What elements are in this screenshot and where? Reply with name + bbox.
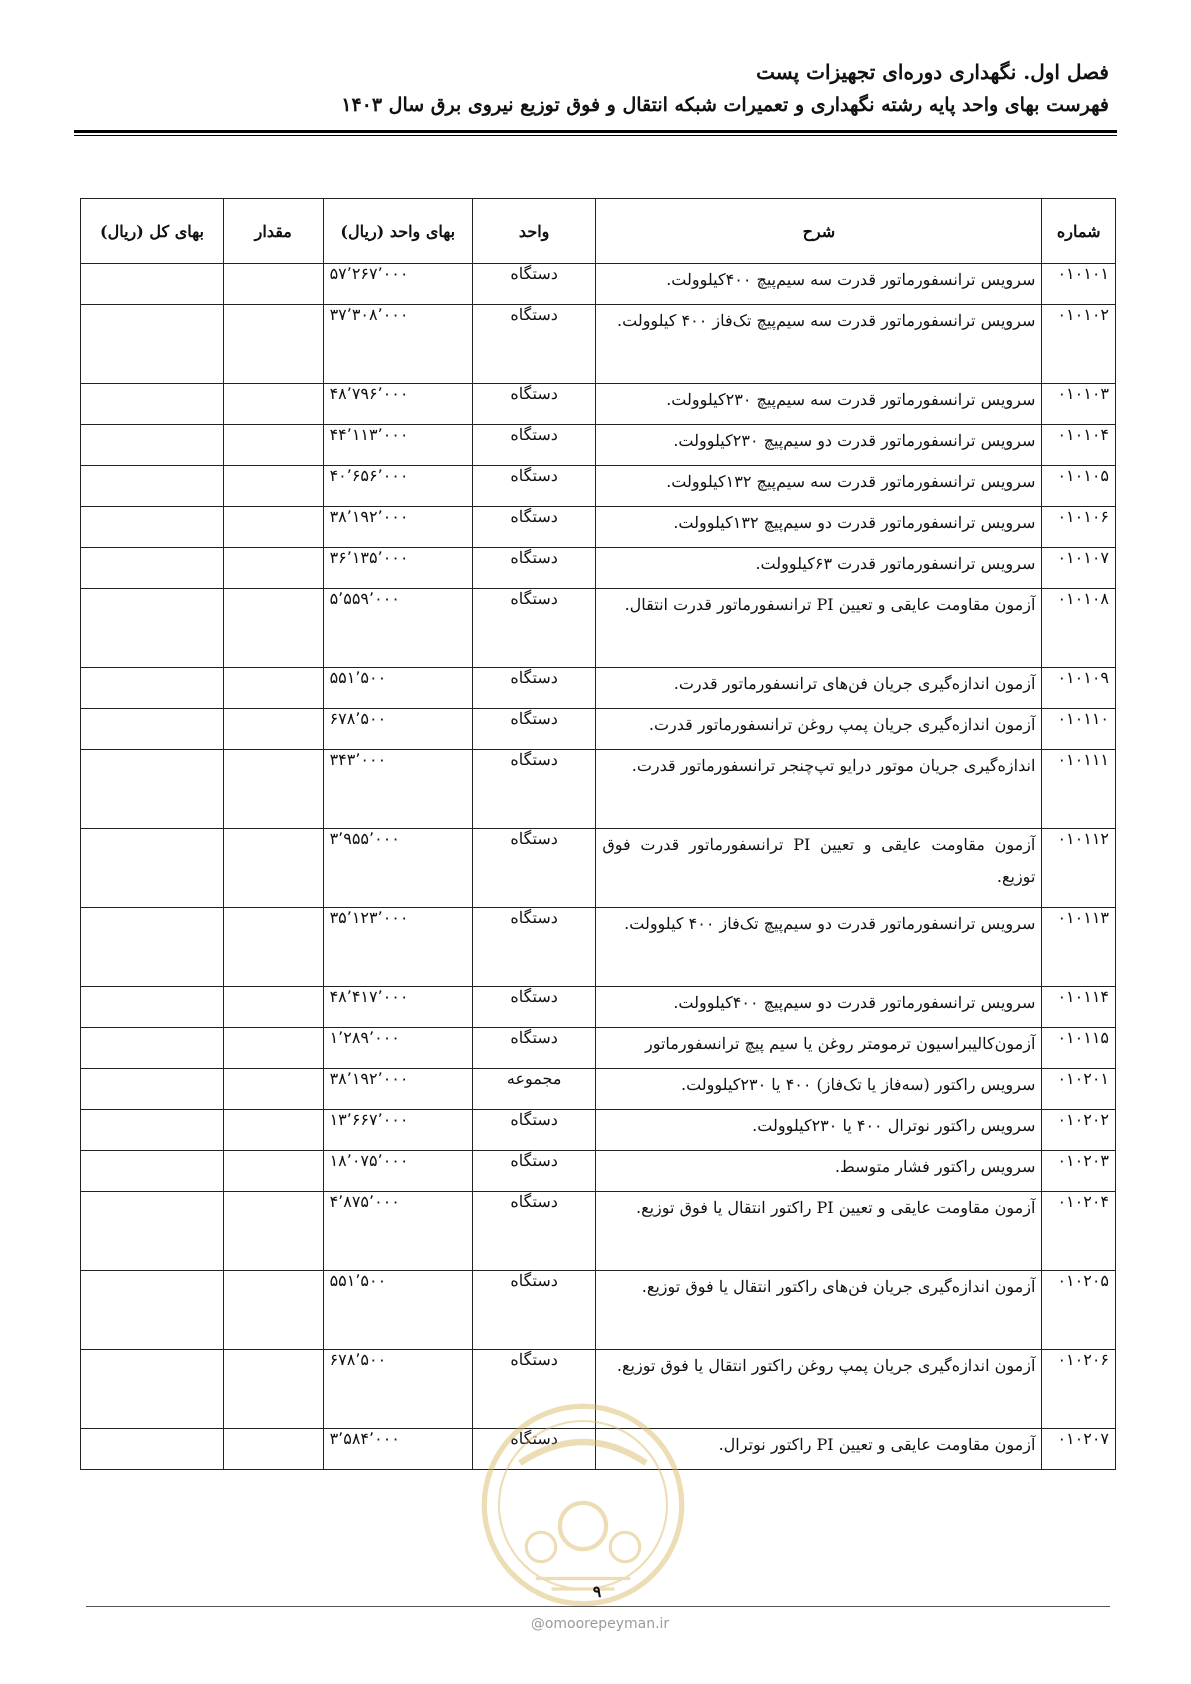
row-code: ۰۱۰۲۰۴ — [1042, 1192, 1116, 1271]
table-row — [81, 1429, 1116, 1470]
row-unit: دستگاه — [472, 384, 595, 425]
table-row — [81, 507, 1116, 548]
row-unit: دستگاه — [472, 1192, 595, 1271]
row-description: آزمون مقاومت عایقی و تعیین PI ترانسفورماتور قدرت فوق توزیع. — [596, 829, 1042, 908]
header-total-price: بهای کل (ریال) — [81, 199, 224, 264]
table-row — [81, 264, 1116, 305]
row-total-price — [81, 987, 224, 1028]
row-description: سرویس راکتور نوترال ۴۰۰ یا ۲۳۰کیلوولت. — [596, 1110, 1042, 1151]
row-description: سرویس راکتور فشار متوسط. — [596, 1151, 1042, 1192]
row-unit-price: ۳٬۹۵۵٬۰۰۰ — [323, 829, 472, 908]
row-unit: دستگاه — [472, 466, 595, 507]
header-unit-price: بهای واحد (ریال) — [323, 199, 472, 264]
row-description: آزمون اندازه‌گیری جریان پمپ روغن ترانسفورماتور قدرت. — [596, 709, 1042, 750]
row-unit-price: ۳٬۵۸۴٬۰۰۰ — [323, 1429, 472, 1470]
row-unit-price: ۱۳٬۶۶۷٬۰۰۰ — [323, 1110, 472, 1151]
row-quantity — [223, 1271, 323, 1350]
table-row — [81, 589, 1116, 668]
row-total-price — [81, 425, 224, 466]
row-unit: دستگاه — [472, 1028, 595, 1069]
row-unit: دستگاه — [472, 1110, 595, 1151]
table-row — [81, 668, 1116, 709]
row-description: سرویس ترانسفورماتور قدرت سه سیم‌پیچ ۴۰۰کیلوولت. — [596, 264, 1042, 305]
row-unit: دستگاه — [472, 1429, 595, 1470]
row-code: ۰۱۰۲۰۶ — [1042, 1350, 1116, 1429]
row-unit-price: ۱۸٬۰۷۵٬۰۰۰ — [323, 1151, 472, 1192]
row-description: سرویس ترانسفورماتور قدرت سه سیم‌پیچ ۲۳۰کیلوولت. — [596, 384, 1042, 425]
header-unit: واحد — [472, 199, 595, 264]
row-code: ۰۱۰۲۰۷ — [1042, 1429, 1116, 1470]
row-total-price — [81, 1350, 224, 1429]
row-unit-price: ۳۴۳٬۰۰۰ — [323, 750, 472, 829]
row-unit: دستگاه — [472, 507, 595, 548]
row-total-price — [81, 668, 224, 709]
row-total-price — [81, 548, 224, 589]
row-quantity — [223, 1350, 323, 1429]
row-unit: دستگاه — [472, 829, 595, 908]
row-unit: دستگاه — [472, 987, 595, 1028]
row-description: آزمون اندازه‌گیری جریان فن‌های ترانسفورماتور قدرت. — [596, 668, 1042, 709]
row-unit-price: ۶۷۸٬۵۰۰ — [323, 709, 472, 750]
header-rule-thin — [74, 135, 1117, 136]
row-unit: دستگاه — [472, 305, 595, 384]
table-row — [81, 829, 1116, 908]
row-description: سرویس ترانسفورماتور قدرت دو سیم‌پیچ ۴۰۰کیلوولت. — [596, 987, 1042, 1028]
row-quantity — [223, 264, 323, 305]
row-code: ۰۱۰۱۰۷ — [1042, 548, 1116, 589]
row-description: سرویس ترانسفورماتور قدرت دو سیم‌پیچ ۲۳۰کیلوولت. — [596, 425, 1042, 466]
header-quantity: مقدار — [223, 199, 323, 264]
row-total-price — [81, 750, 224, 829]
table-row — [81, 1350, 1116, 1429]
row-quantity — [223, 750, 323, 829]
row-quantity — [223, 305, 323, 384]
row-unit-price: ۴۸٬۷۹۶٬۰۰۰ — [323, 384, 472, 425]
row-code: ۰۱۰۱۰۱ — [1042, 264, 1116, 305]
row-code: ۰۱۰۱۱۰ — [1042, 709, 1116, 750]
header-description: شرح — [596, 199, 1042, 264]
row-unit: دستگاه — [472, 1151, 595, 1192]
row-quantity — [223, 709, 323, 750]
row-total-price — [81, 1271, 224, 1350]
row-description: سرویس ترانسفورماتور قدرت سه سیم‌پیچ تک‌فاز ۴۰۰ کیلوولت. — [596, 305, 1042, 384]
row-quantity — [223, 1151, 323, 1192]
row-unit: دستگاه — [472, 750, 595, 829]
row-description: سرویس راکتور (سه‌فاز یا تک‌فاز) ۴۰۰ یا ۲۳۰کیلوولت. — [596, 1069, 1042, 1110]
row-description: آزمون اندازه‌گیری جریان پمپ روغن راکتور انتقال یا فوق توزیع. — [596, 1350, 1042, 1429]
table-row — [81, 750, 1116, 829]
header-code: شماره — [1042, 199, 1116, 264]
table-row — [81, 384, 1116, 425]
row-code: ۰۱۰۲۰۵ — [1042, 1271, 1116, 1350]
table-row — [81, 1192, 1116, 1271]
row-total-price — [81, 1192, 224, 1271]
table-row — [81, 1028, 1116, 1069]
row-unit: دستگاه — [472, 548, 595, 589]
row-code: ۰۱۰۱۱۵ — [1042, 1028, 1116, 1069]
row-code: ۰۱۰۱۰۸ — [1042, 589, 1116, 668]
price-list-table — [80, 198, 1116, 1470]
table-row — [81, 1069, 1116, 1110]
row-description: اندازه‌گیری جریان موتور درایو تپ‌چنجر ترانسفورماتور قدرت. — [596, 750, 1042, 829]
row-total-price — [81, 589, 224, 668]
row-code: ۰۱۰۱۰۹ — [1042, 668, 1116, 709]
row-code: ۰۱۰۱۰۳ — [1042, 384, 1116, 425]
row-total-price — [81, 908, 224, 987]
row-code: ۰۱۰۲۰۲ — [1042, 1110, 1116, 1151]
row-quantity — [223, 1069, 323, 1110]
row-quantity — [223, 1192, 323, 1271]
chapter-title: فصل اول. نگهداری دوره‌ای تجهیزات پست — [756, 60, 1109, 84]
row-quantity — [223, 466, 323, 507]
row-quantity — [223, 507, 323, 548]
table-row — [81, 425, 1116, 466]
header-rule-thick — [74, 130, 1117, 133]
row-total-price — [81, 1028, 224, 1069]
table-row — [81, 709, 1116, 750]
row-total-price — [81, 1429, 224, 1470]
page-number: ۹ — [592, 1582, 602, 1601]
row-unit: دستگاه — [472, 1350, 595, 1429]
row-unit: دستگاه — [472, 589, 595, 668]
row-unit-price: ۴٬۸۷۵٬۰۰۰ — [323, 1192, 472, 1271]
table-row — [81, 987, 1116, 1028]
row-unit-price: ۵۵۱٬۵۰۰ — [323, 1271, 472, 1350]
row-quantity — [223, 668, 323, 709]
row-quantity — [223, 425, 323, 466]
row-total-price — [81, 1151, 224, 1192]
row-description: آزمون‌کالیبراسیون ترمومتر روغن یا سیم پیچ ترانسفورماتور — [596, 1028, 1042, 1069]
page-header — [74, 58, 1109, 120]
row-unit-price: ۳۷٬۳۰۸٬۰۰۰ — [323, 305, 472, 384]
website-watermark: @omoorepeyman.ir — [530, 1616, 670, 1632]
row-quantity — [223, 829, 323, 908]
row-unit-price: ۴۸٬۴۱۷٬۰۰۰ — [323, 987, 472, 1028]
row-code: ۰۱۰۱۰۴ — [1042, 425, 1116, 466]
row-quantity — [223, 1429, 323, 1470]
row-quantity — [223, 1028, 323, 1069]
row-total-price — [81, 1069, 224, 1110]
row-quantity — [223, 548, 323, 589]
row-total-price — [81, 829, 224, 908]
row-description: آزمون اندازه‌گیری جریان فن‌های راکتور انتقال یا فوق توزیع. — [596, 1271, 1042, 1350]
row-unit-price: ۵٬۵۵۹٬۰۰۰ — [323, 589, 472, 668]
row-description: سرویس ترانسفورماتور قدرت ۶۳کیلوولت. — [596, 548, 1042, 589]
row-total-price — [81, 305, 224, 384]
row-total-price — [81, 507, 224, 548]
table-row — [81, 1271, 1116, 1350]
row-total-price — [81, 709, 224, 750]
row-total-price — [81, 1110, 224, 1151]
row-description: سرویس ترانسفورماتور قدرت دو سیم‌پیچ تک‌فاز ۴۰۰ کیلوولت. — [596, 908, 1042, 987]
row-code: ۰۱۰۱۱۳ — [1042, 908, 1116, 987]
row-description: آزمون مقاومت عایقی و تعیین PI ترانسفورماتور قدرت انتقال. — [596, 589, 1042, 668]
row-quantity — [223, 987, 323, 1028]
row-code: ۰۱۰۱۰۶ — [1042, 507, 1116, 548]
row-quantity — [223, 384, 323, 425]
row-code: ۰۱۰۱۱۲ — [1042, 829, 1116, 908]
row-quantity — [223, 589, 323, 668]
row-unit-price: ۳۵٬۱۲۳٬۰۰۰ — [323, 908, 472, 987]
row-total-price — [81, 466, 224, 507]
row-description: آزمون مقاومت عایقی و تعیین PI راکتور انتقال یا فوق توزیع. — [596, 1192, 1042, 1271]
row-unit-price: ۳۸٬۱۹۲٬۰۰۰ — [323, 1069, 472, 1110]
row-description: سرویس ترانسفورماتور قدرت دو سیم‌پیچ ۱۳۲کیلوولت. — [596, 507, 1042, 548]
row-quantity — [223, 1110, 323, 1151]
row-unit-price: ۴۰٬۶۵۶٬۰۰۰ — [323, 466, 472, 507]
table-row — [81, 1110, 1116, 1151]
row-unit-price: ۵۷٬۲۶۷٬۰۰۰ — [323, 264, 472, 305]
row-code: ۰۱۰۲۰۳ — [1042, 1151, 1116, 1192]
table-row — [81, 1151, 1116, 1192]
table-row — [81, 548, 1116, 589]
row-total-price — [81, 264, 224, 305]
row-total-price — [81, 384, 224, 425]
row-code: ۰۱۰۱۱۴ — [1042, 987, 1116, 1028]
row-description: آزمون مقاومت عایقی و تعیین PI راکتور نوترال. — [596, 1429, 1042, 1470]
table-row — [81, 908, 1116, 987]
row-unit-price: ۳۸٬۱۹۲٬۰۰۰ — [323, 507, 472, 548]
row-unit: دستگاه — [472, 908, 595, 987]
row-unit: دستگاه — [472, 425, 595, 466]
row-code: ۰۱۰۱۰۲ — [1042, 305, 1116, 384]
table-header-row — [81, 199, 1116, 264]
row-unit-price: ۵۵۱٬۵۰۰ — [323, 668, 472, 709]
row-unit-price: ۴۴٬۱۱۳٬۰۰۰ — [323, 425, 472, 466]
document-title: فهرست بهای واحد پایه رشته نگهداری و تعمیرات شبکه انتقال و فوق توزیع نیروی برق سال ۱۴۰۳ — [341, 94, 1109, 116]
row-unit-price: ۳۶٬۱۳۵٬۰۰۰ — [323, 548, 472, 589]
row-unit: دستگاه — [472, 668, 595, 709]
row-unit: دستگاه — [472, 709, 595, 750]
table-row — [81, 466, 1116, 507]
row-unit-price: ۶۷۸٬۵۰۰ — [323, 1350, 472, 1429]
row-code: ۰۱۰۱۰۵ — [1042, 466, 1116, 507]
row-code: ۰۱۰۱۱۱ — [1042, 750, 1116, 829]
table-row — [81, 305, 1116, 384]
row-unit: دستگاه — [472, 1271, 595, 1350]
row-unit: دستگاه — [472, 264, 595, 305]
row-code: ۰۱۰۲۰۱ — [1042, 1069, 1116, 1110]
footer-rule — [86, 1606, 1110, 1607]
row-unit: مجموعه — [472, 1069, 595, 1110]
row-description: سرویس ترانسفورماتور قدرت سه سیم‌پیچ ۱۳۲کیلوولت. — [596, 466, 1042, 507]
row-quantity — [223, 908, 323, 987]
row-unit-price: ۱٬۲۸۹٬۰۰۰ — [323, 1028, 472, 1069]
